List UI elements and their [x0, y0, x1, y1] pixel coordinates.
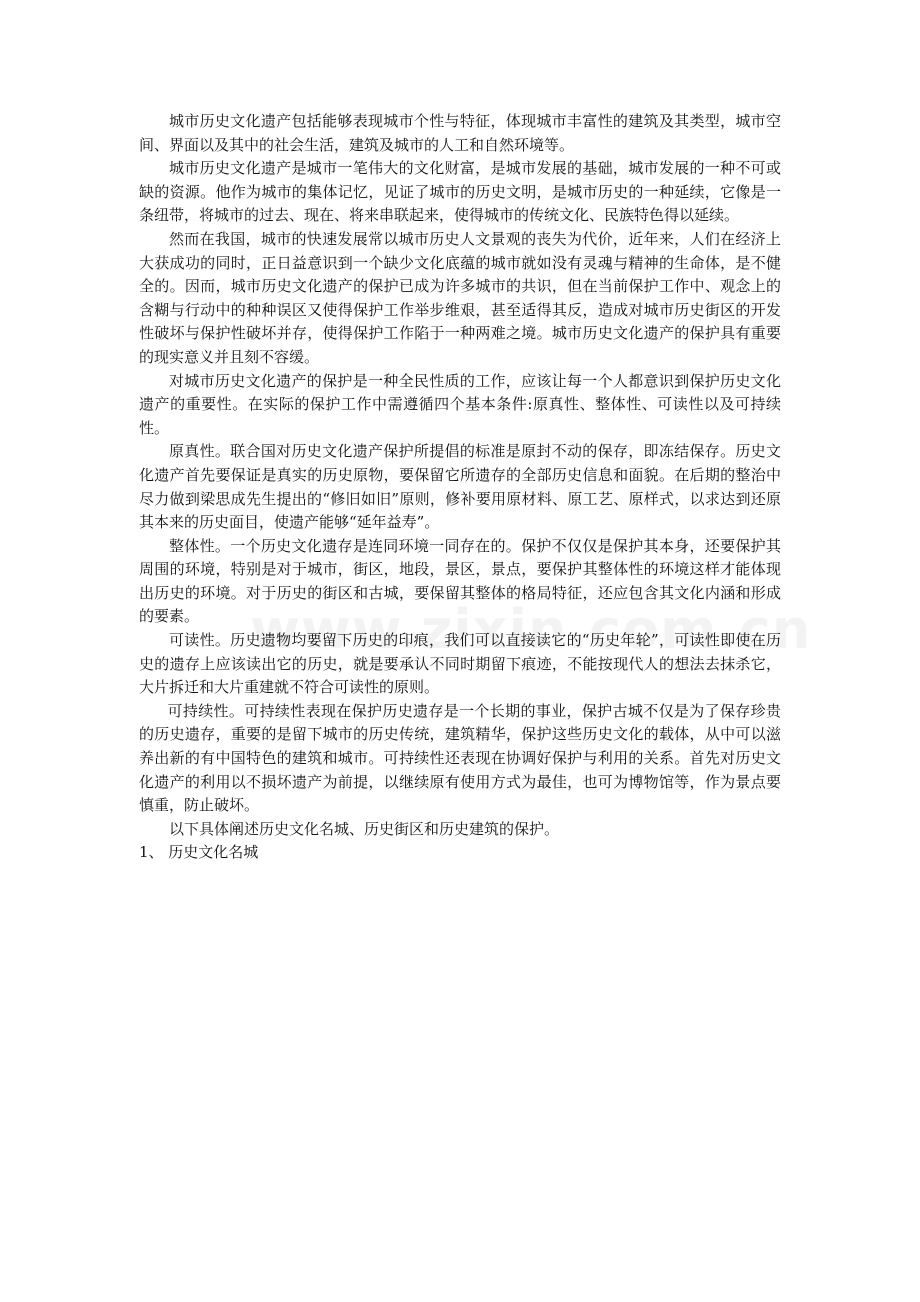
paragraph-authenticity: 原真性。联合国对历史文化遗产保护所提倡的标准是原封不动的保存，即冻结保存。历史文化遗产首先要保证是真实的历史原物，要保留它所遗存的全部历史信息和面貌。在后期的整治中尽力做到梁思成先生提出的“修旧如旧”原则，修补要用原材料、原工艺、原样式，以求达到还原其本来的历史面目，使遗产能够“延年益寿”。: [139, 442, 781, 532]
paragraph-integrity: 整体性。一个历史文化遗存是连同环境一同存在的。保护不仅仅是保护其本身，还要保护其周围的环境，特别是对于城市，街区，地段，景区，景点，要保护其整体性的环境这样才能体现出历史的环境。对于历史的街区和古城，要保留其整体的格局特征，还应包含其文化内涵和形成的要素。: [139, 536, 781, 626]
paragraph-readability: 可读性。历史遗物均要留下历史的印痕，我们可以直接读它的“历史年轮”，可读性即使在历史的遗存上应该读出它的历史，就是要承认不同时期留下痕迹，不能按现代人的想法去抹杀它，大片拆迁和大片重建就不符合可读性的原则。: [139, 631, 781, 697]
paragraph-protection-principles: 对城市历史文化遗产的保护是一种全民性质的工作，应该让每一个人都意识到保护历史文化遗产的重要性。在实际的保护工作中需遵循四个基本条件:原真性、整体性、可读性以及可持续性。: [139, 371, 781, 437]
paragraph-sustainability: 可持续性。可持续性表现在保护历史遗存是一个长期的事业，保护古城不仅是为了保存珍贵的历史遗存，重要的是留下城市的历史传统，建筑精华，保护这些历史文化的载体，从中可以滋养出新的有中国特色的建筑和城市。可持续性还表现在协调好保护与利用的关系。首先对历史文化遗产的利用以不损坏遗产为前提，以继续原有使用方式为最佳，也可为博物馆等，作为景点要慎重，防止破坏。: [139, 701, 781, 815]
document-body: [139, 110, 781, 865]
section-heading: 1、 历史文化名城: [139, 843, 259, 862]
paragraph-intro: 城市历史文化遗产包括能够表现城市个性与特征，体现城市丰富性的建筑及其类型，城市空间、界面以及其中的社会生活，建筑及城市的人工和自然环境等。: [139, 112, 781, 154]
paragraph-cultural-wealth: 城市历史文化遗产是城市一笔伟大的文化财富，是城市发展的基础，城市发展的一种不可或缺的资源。他作为城市的集体记忆，见证了城市的历史文明，是城市历史的一种延续，它像是一条纽带，将城市的过去、现在、将来串联起来，使得城市的传统文化、民族特色得以延续。: [139, 159, 781, 225]
paragraph-china-situation: 然而在我国，城市的快速发展常以城市历史人文景观的丧失为代价，近年来，人们在经济上大获成功的同时，正日益意识到一个缺少文化底蕴的城市就如没有灵魂与精神的生命体，是不健全的。因而，城市历史文化遗产的保护已成为许多城市的共识，但在当前保护工作中、观念上的含糊与行动中的种种误区又使得保护工作举步维艰，甚至适得其反，造成对城市历史街区的开发性破坏与保护性破坏并存，使得保护工作陷于一种两难之境。城市历史文化遗产的保护具有重要的现实意义并且刻不容缓。: [139, 229, 781, 366]
paragraph-overview: 以下具体阐述历史文化名城、历史街区和历史建筑的保护。: [169, 819, 560, 838]
